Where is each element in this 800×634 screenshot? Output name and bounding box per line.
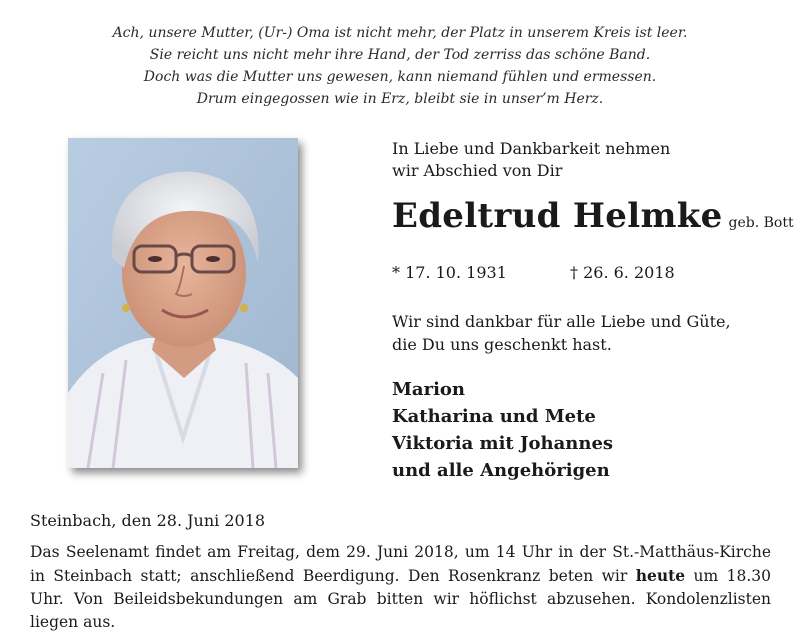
intro-line: wir Abschied von Dir — [392, 161, 563, 180]
life-dates — [392, 262, 787, 284]
portrait-photo — [68, 138, 298, 468]
announcement-block — [392, 138, 794, 484]
thanks-text — [392, 310, 787, 356]
family-member: Marion — [392, 379, 466, 400]
funeral-notice — [30, 541, 771, 634]
poem-line: Doch was die Mutter uns gewesen, kann niemand fühlen und ermessen. — [143, 69, 657, 85]
notice-text: Das Seelenamt findet am Freitag, dem 29. Juni 2018, um 14 Uhr in der St.-Matthäus-Kirche in Steinbach statt; anschließend Beerdigung. Den Rosenkranz beten wir — [30, 543, 771, 585]
family-member: und alle Angehörigen — [392, 460, 610, 481]
poem-line: Sie reicht uns nicht mehr ihre Hand, der Tod zerriss das schöne Band. — [149, 47, 651, 63]
birth-date: * 17. 10. 1931 — [392, 263, 507, 282]
poem — [0, 22, 800, 110]
thanks-line: die Du uns geschenkt hast. — [392, 335, 612, 354]
family-member: Katharina und Mete — [392, 406, 596, 427]
death-date: † 26. 6. 2018 — [570, 263, 675, 282]
poem-line: Ach, unsere Mutter, (Ur-) Oma ist nicht mehr, der Platz in unserem Kreis ist leer. — [112, 25, 688, 41]
family-member: Viktoria mit Johannes — [392, 433, 614, 454]
notice-bold-word: heute — [635, 566, 686, 585]
notice-text: um 18.30 Uhr. Von Beileidsbekundungen am Grab bitten wir höflichst abzusehen. Kondolenzlisten liegen aus. — [30, 567, 771, 631]
family-list — [392, 376, 787, 484]
place-date: Steinbach, den 28. Juni 2018 — [30, 511, 266, 530]
intro-line: In Liebe und Dankbarkeit nehmen — [392, 139, 671, 158]
name-line — [392, 196, 794, 242]
portrait-image — [68, 138, 298, 468]
maiden-name: geb. Bott — [728, 215, 794, 231]
deceased-name: Edeltrud Helmke — [392, 196, 723, 236]
thanks-line: Wir sind dankbar für alle Liebe und Güte, — [392, 312, 731, 331]
intro-text — [392, 138, 787, 182]
poem-line: Drum eingegossen wie in Erz, bleibt sie in unser’m Herz. — [196, 91, 604, 107]
